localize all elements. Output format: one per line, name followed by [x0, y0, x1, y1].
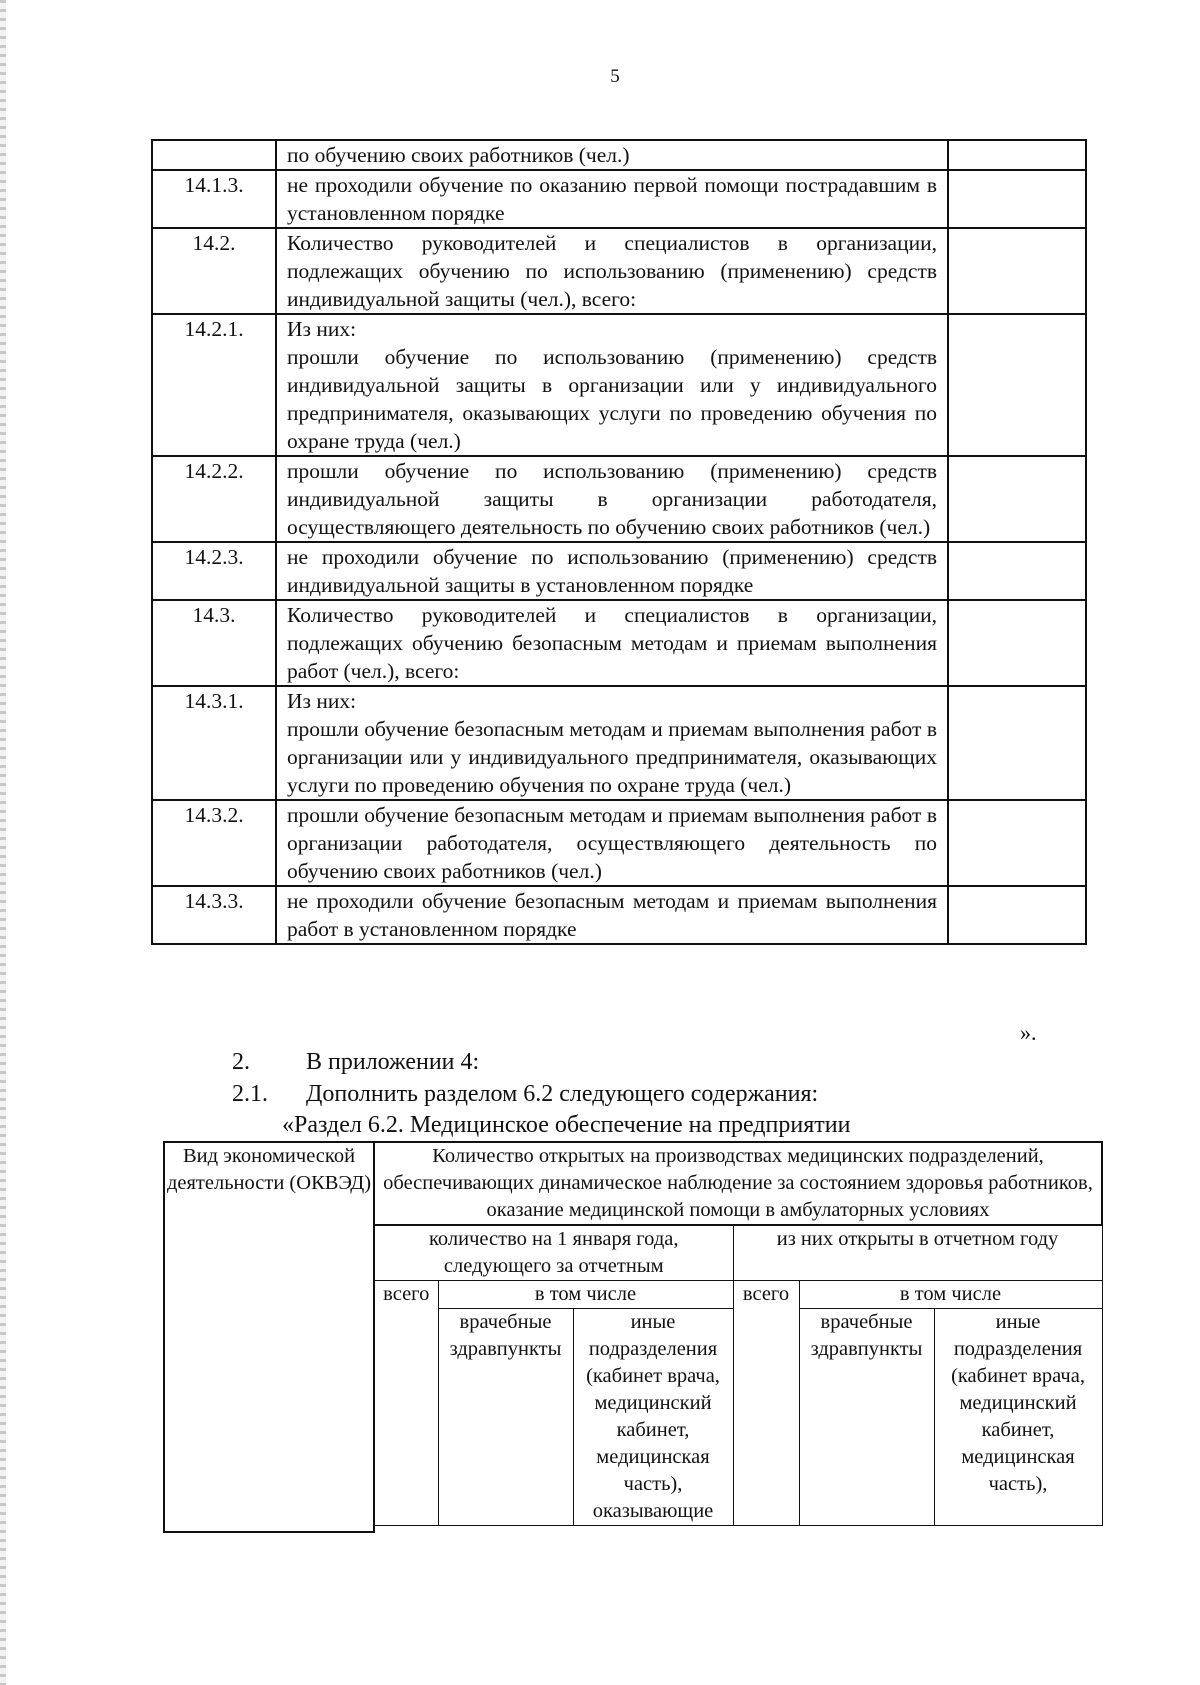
row-number: 14.2.1. — [152, 314, 276, 456]
row-number — [152, 140, 276, 170]
description-line: прошли обучение по использованию (применению) средств индивидуальной защиты в организации или у индивидуального предпринимателя, оказывающих услуги по проведению обучения по охране труда (чел.) — [287, 345, 937, 453]
count-jan1-header: количество на 1 января года, следующего за отчетным — [374, 1225, 733, 1281]
item-text: В приложении 4: — [306, 1049, 480, 1075]
table-row — [152, 800, 1086, 886]
row-number: 14.3. — [152, 600, 276, 686]
row-number: 14.2.3. — [152, 542, 276, 600]
description-line: не проходили обучение по оказанию первой помощи пострадавшим в установленном порядке — [287, 173, 937, 225]
table-row — [152, 140, 1086, 170]
description-line: не проходили обучение безопасным методам и приемам выполнения работ в установленном порядке — [287, 889, 937, 941]
row-value-cell — [948, 542, 1086, 600]
row-number: 14.1.3. — [152, 170, 276, 228]
row-description — [276, 600, 948, 686]
row-description — [276, 886, 948, 944]
row-description — [276, 228, 948, 314]
row-number: 14.3.3. — [152, 886, 276, 944]
table-row — [152, 686, 1086, 800]
row-value-cell — [948, 170, 1086, 228]
row-value-cell — [948, 228, 1086, 314]
total-left-header: всего — [374, 1281, 438, 1526]
description-line: Количество руководителей и специалистов в организации, подлежащих обучению безопасным методам и приемам выполнения работ (чел.), всего: — [287, 603, 937, 683]
table-row — [152, 314, 1086, 456]
table-row — [152, 170, 1086, 228]
activity-type-header: Вид экономической деятельности (ОКВЭД) — [164, 1142, 374, 1532]
row-value-cell — [948, 600, 1086, 686]
row-value-cell — [948, 456, 1086, 542]
medical-posts-left-header: врачебные здравпункты — [438, 1309, 573, 1526]
section-title: «Раздел 6.2. Медицинское обеспечение на предприятии — [282, 1112, 851, 1138]
description-line: по обучению своих работников (чел.) — [287, 143, 630, 167]
table-row — [152, 600, 1086, 686]
other-units-right-header: иные подразделения (кабинет врача, медицинский кабинет, медицинская часть), — [934, 1309, 1102, 1526]
description-line: прошли обучение безопасным методам и приемам выполнения работ в организации или у индивидуального предпринимателя, оказывающих услуги по проведению обучения по охране труда (чел.) — [287, 717, 937, 797]
including-left-header: в том числе — [438, 1281, 733, 1309]
scan-edge — [0, 0, 6, 1685]
item-text: Дополнить разделом 6.2 следующего содержания: — [306, 1081, 819, 1107]
other-units-left-header: иные подразделения (кабинет врача, медицинский кабинет, медицинская часть), оказывающие — [573, 1309, 733, 1526]
table-row — [152, 228, 1086, 314]
medical-posts-right-header: врачебные здравпункты — [799, 1309, 934, 1526]
row-description — [276, 456, 948, 542]
including-right-header: в том числе — [799, 1281, 1102, 1309]
row-description — [276, 140, 948, 170]
row-value-cell — [948, 140, 1086, 170]
indicator-table — [151, 139, 1087, 945]
row-number: 14.3.2. — [152, 800, 276, 886]
medical-units-table — [163, 1141, 1103, 1533]
row-description — [276, 170, 948, 228]
row-number: 14.2.2. — [152, 456, 276, 542]
closing-quote: ». — [1020, 1020, 1037, 1045]
description-line: прошли обучение безопасным методам и приемам выполнения работ в организации работодателя, осуществляющего деятельность по обучению своих работников (чел.) — [287, 803, 937, 883]
amendment-item-2-1 — [232, 1079, 818, 1109]
medical-units-header: Количество открытых на производствах медицинских подразделений, обеспечивающих динамическое наблюдение за состоянием здоровья работников, оказание медицинской помощи в амбулаторных условиях — [374, 1142, 1102, 1225]
row-description — [276, 686, 948, 800]
table-row — [152, 542, 1086, 600]
row-number: 14.3.1. — [152, 686, 276, 800]
row-value-cell — [948, 886, 1086, 944]
page-number: 5 — [610, 66, 620, 87]
description-line: Из них: — [287, 317, 357, 341]
item-number: 2.1. — [232, 1081, 268, 1107]
description-line: не проходили обучение по использованию (применению) средств индивидуальной защиты в установленном порядке — [287, 545, 937, 597]
row-value-cell — [948, 314, 1086, 456]
amendment-item-2 — [232, 1047, 479, 1077]
opened-in-year-header: из них открыты в отчетном году — [733, 1225, 1102, 1281]
table-row — [152, 886, 1086, 944]
row-value-cell — [948, 686, 1086, 800]
table-row — [152, 456, 1086, 542]
row-value-cell — [948, 800, 1086, 886]
row-description — [276, 800, 948, 886]
row-description — [276, 314, 948, 456]
description-line: прошли обучение по использованию (применению) средств индивидуальной защиты в организации работодателя, осуществляющего деятельность по обучению своих работников (чел.) — [287, 459, 937, 539]
description-line: Количество руководителей и специалистов в организации, подлежащих обучению по использованию (применению) средств индивидуальной защиты (чел.), всего: — [287, 231, 937, 311]
description-line: Из них: — [287, 689, 357, 713]
row-description — [276, 542, 948, 600]
item-number: 2. — [232, 1049, 250, 1075]
row-number: 14.2. — [152, 228, 276, 314]
total-right-header: всего — [733, 1281, 799, 1526]
